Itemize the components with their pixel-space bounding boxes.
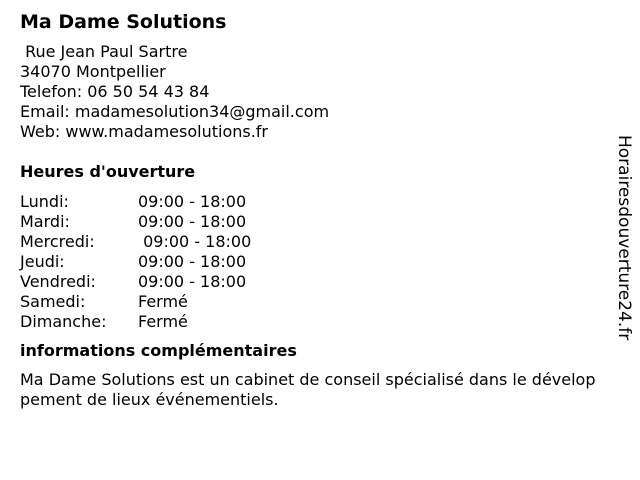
hours-time: 09:00 - 18:00 [138, 192, 247, 211]
hours-row-wednesday [20, 232, 600, 252]
hours-day: Lundi: [20, 192, 69, 211]
hours-row-saturday [20, 292, 600, 312]
hours-time: 09:00 - 18:00 [138, 272, 247, 291]
business-name: Ma Dame Solutions [20, 11, 227, 33]
web-line: Web: www.madamesolutions.fr [20, 122, 269, 141]
hours-time: Fermé [138, 312, 188, 331]
address-street: Rue Jean Paul Sartre [20, 42, 188, 61]
hours-day: Vendredi: [20, 272, 96, 291]
phone-line: Telefon: 06 50 54 43 84 [20, 82, 210, 101]
business-card [20, 11, 600, 410]
hours-row-sunday [20, 312, 600, 332]
hours-time: 09:00 - 18:00 [138, 252, 247, 271]
opening-hours-table [20, 192, 600, 332]
hours-time: 09:00 - 18:00 [138, 232, 252, 251]
hours-day: Samedi: [20, 292, 86, 311]
hours-day: Dimanche: [20, 312, 107, 331]
hours-heading: Heures d'ouverture [20, 162, 196, 181]
business-description: Ma Dame Solutions est un cabinet de conseil spécialisé dans le développement de lieux événementiels. [20, 370, 596, 409]
hours-row-friday [20, 272, 600, 292]
hours-time: Fermé [138, 292, 188, 311]
info-heading: informations complémentaires [20, 341, 297, 360]
address-city: 34070 Montpellier [20, 62, 166, 81]
hours-row-monday [20, 192, 600, 212]
hours-day: Jeudi: [20, 252, 65, 271]
hours-day: Mercredi: [20, 232, 95, 251]
hours-time: 09:00 - 18:00 [138, 212, 247, 231]
watermark-text: Horairesdouverture24.fr [614, 135, 634, 341]
email-line: Email: madamesolution34@gmail.com [20, 102, 330, 121]
hours-row-thursday [20, 252, 600, 272]
hours-row-tuesday [20, 212, 600, 232]
hours-day: Mardi: [20, 212, 70, 231]
